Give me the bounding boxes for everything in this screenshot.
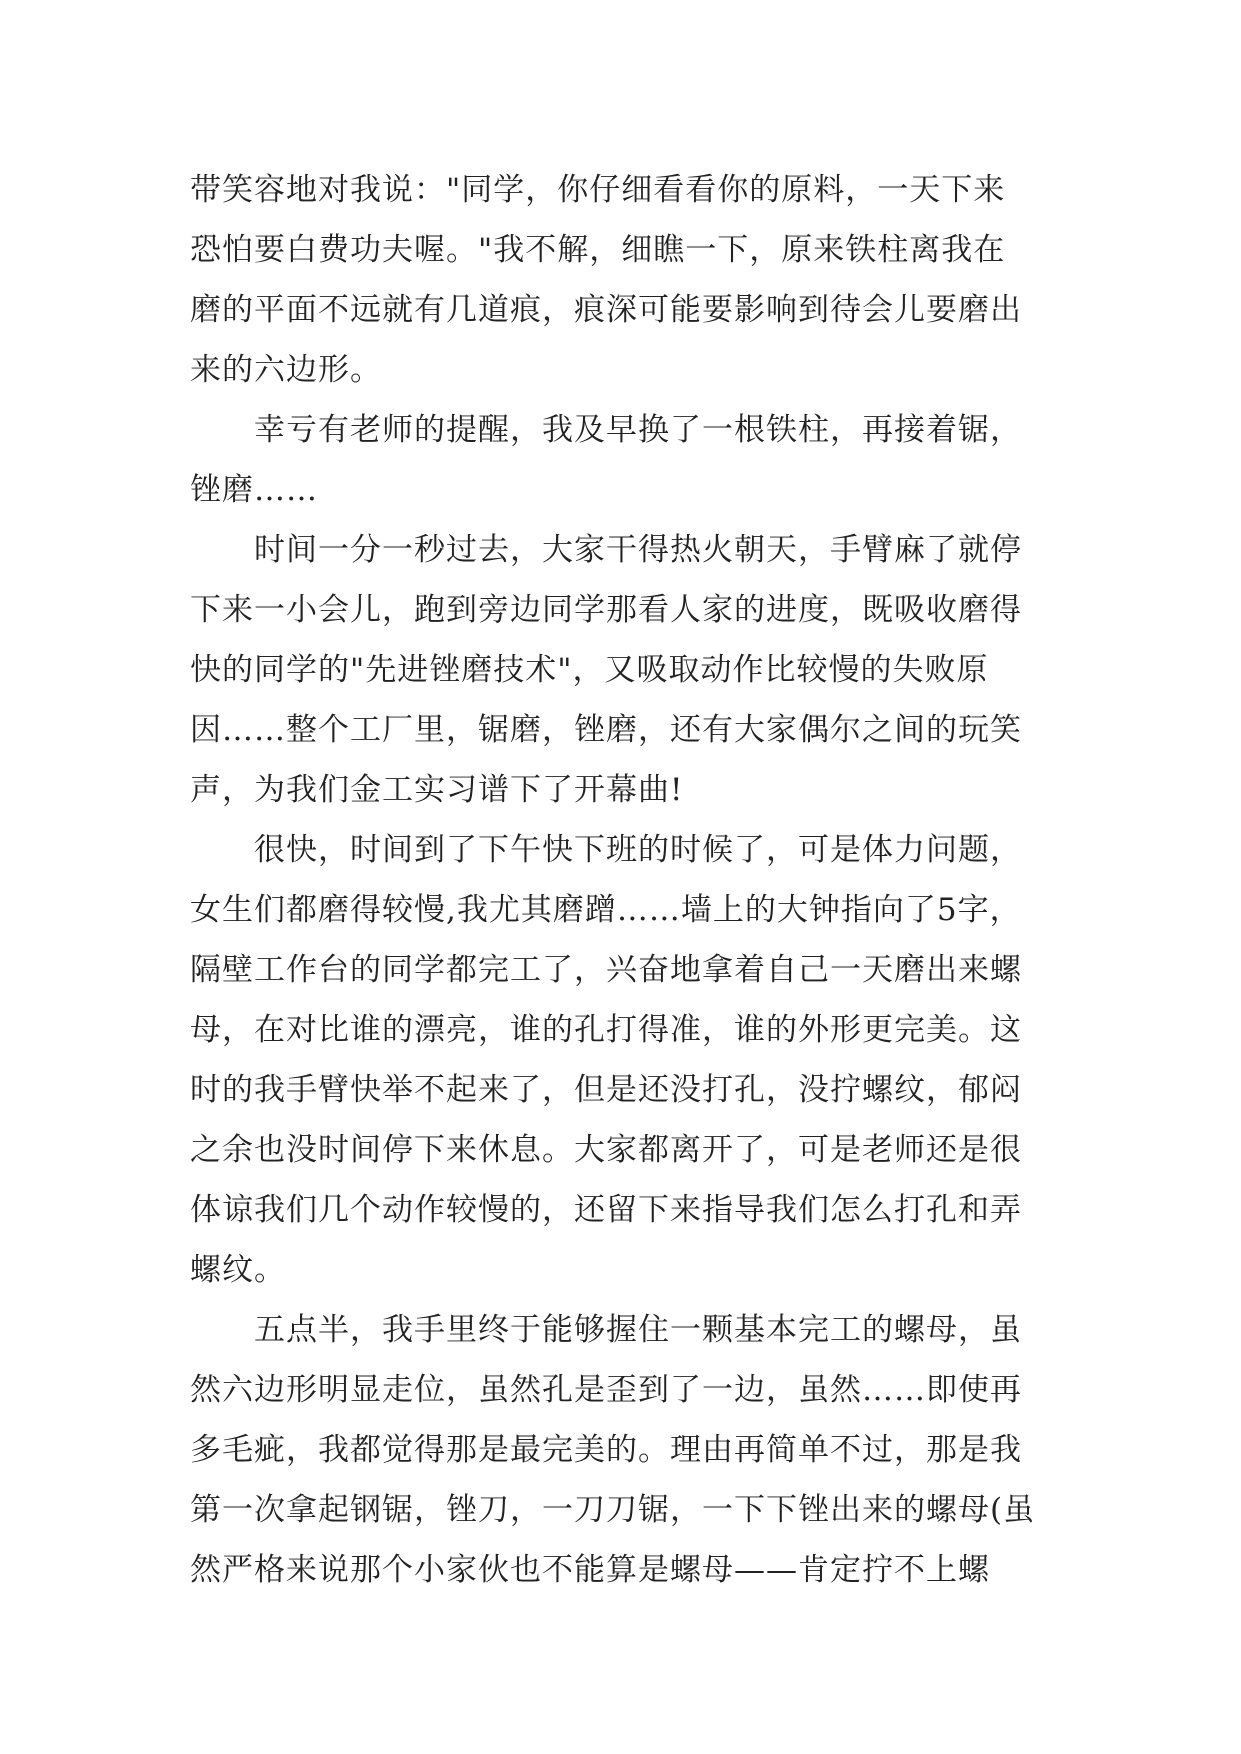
text-line: 母，在对比谁的漂亮，谁的孔打得准，谁的外形更完美。这 [190,1012,1022,1048]
text-line: 之余也没时间停下来休息。大家都离开了，可是老师还是很 [190,1132,1022,1168]
text-line: 隔壁工作台的同学都完工了，兴奋地拿着自己一天磨出来螺 [190,952,1022,988]
text-line: 带笑容地对我说："同学，你仔细看看你的原料，一天下来 [190,172,1006,208]
text-line: 来的六边形。 [190,352,382,388]
paragraph-start-line: 五点半，我手里终于能够握住一颗基本完工的螺母，虽 [254,1312,1022,1348]
text-line: 然六边形明显走位，虽然孔是歪到了一边，虽然……即使再 [190,1372,1022,1408]
document-body [190,160,1070,1600]
text-line: 声，为我们金工实习谱下了开幕曲! [190,772,684,808]
text-line: 体谅我们几个动作较慢的，还留下来指导我们怎么打孔和弄 [190,1192,1022,1228]
text-line: 快的同学的"先进锉磨技术"，又吸取动作比较慢的失败原 [190,652,989,688]
paragraph-start-line: 幸亏有老师的提醒，我及早换了一根铁柱，再接着锯， [254,412,1022,448]
paragraph-start-line: 很快，时间到了下午快下班的时候了，可是体力问题， [254,832,1022,868]
text-line: 恐怕要白费功夫喔。"我不解，细瞧一下，原来铁柱离我在 [190,232,1006,268]
text-line: 然严格来说那个小家伙也不能算是螺母——肯定拧不上螺 [190,1552,990,1588]
paragraph-start-line: 时间一分一秒过去，大家干得热火朝天，手臂麻了就停 [254,532,1022,568]
text-line: 锉磨…… [190,472,318,508]
text-line: 多毛疵，我都觉得那是最完美的。理由再简单不过，那是我 [190,1432,1022,1468]
text-line: 因……整个工厂里，锯磨，锉磨，还有大家偶尔之间的玩笑 [190,712,1022,748]
text-line: 女生们都磨得较慢,我尤其磨蹭……墙上的大钟指向了5字， [190,892,1022,928]
text-line: 第一次拿起钢锯，锉刀，一刀刀锯，一下下锉出来的螺母(虽 [190,1492,1036,1528]
text-line: 螺纹。 [190,1252,286,1288]
text-line: 磨的平面不远就有几道痕，痕深可能要影响到待会儿要磨出 [190,292,1022,328]
text-line: 时的我手臂快举不起来了，但是还没打孔，没拧螺纹，郁闷 [190,1072,1022,1108]
text-line: 下来一小会儿，跑到旁边同学那看人家的进度，既吸收磨得 [190,592,1022,628]
